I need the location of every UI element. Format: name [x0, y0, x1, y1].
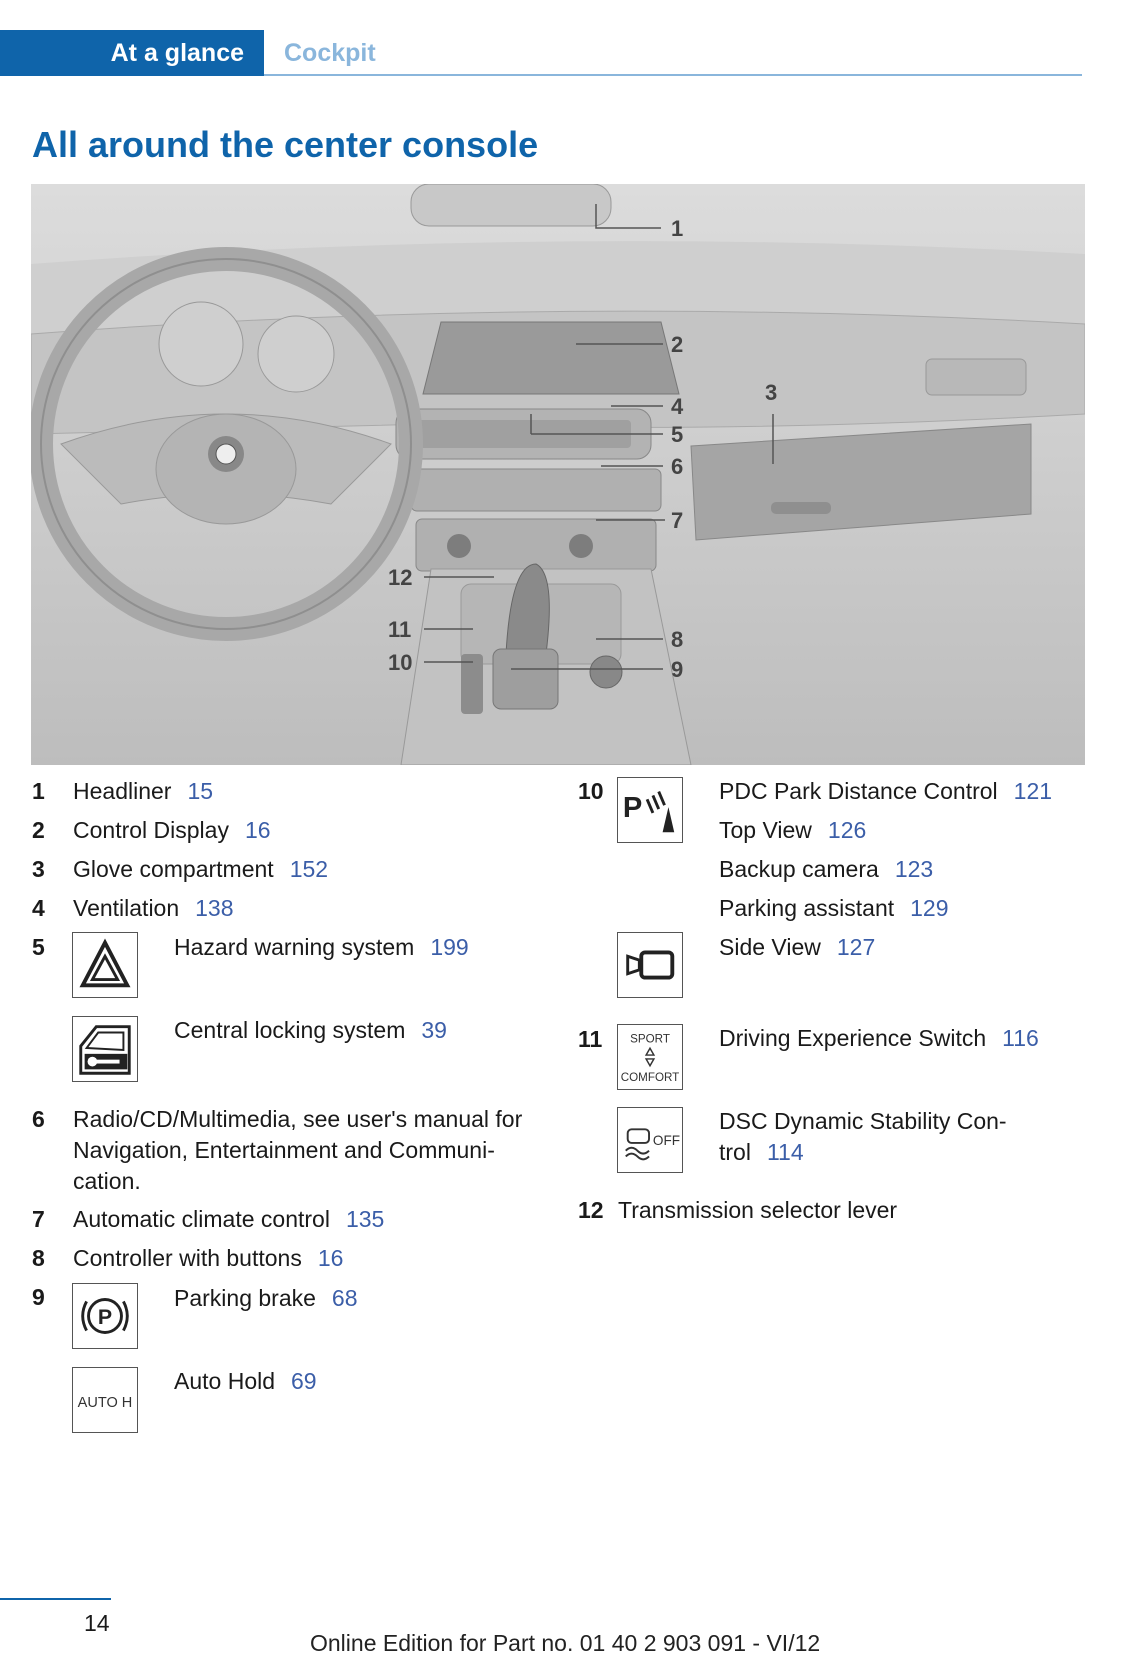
page-link[interactable]: 116: [1002, 1025, 1039, 1051]
page-number: 14: [84, 1610, 110, 1636]
item-headliner: Headliner 15: [73, 778, 214, 804]
page-link[interactable]: 16: [244, 817, 271, 843]
auto-hold-icon-text: AUTO H: [77, 1394, 133, 1411]
callout-label: 8: [671, 627, 684, 652]
item-ventilation: Ventilation 138: [73, 895, 234, 921]
callout-label: 6: [671, 454, 684, 479]
item-transmission-lever: Transmission selector lever: [618, 1197, 898, 1223]
auto-hold-icon: [72, 1367, 138, 1433]
item-number: 9: [32, 1284, 45, 1310]
page-link[interactable]: 114: [766, 1139, 804, 1165]
page-link[interactable]: 39: [421, 1017, 447, 1043]
callout-label: 7: [671, 508, 684, 533]
callout-label: 5: [671, 422, 684, 447]
callout-label: 9: [671, 657, 684, 682]
section-tab: [0, 30, 264, 76]
callout-label: 10: [388, 650, 413, 675]
page-link[interactable]: 127: [836, 934, 876, 960]
page-title: All around the center console: [32, 124, 539, 165]
footer-rule: [0, 1598, 111, 1600]
item-pdc: PDC Park Distance Control 121: [719, 778, 1053, 804]
page-link[interactable]: 123: [894, 856, 934, 882]
page-link[interactable]: 152: [289, 856, 329, 882]
page-link[interactable]: 135: [345, 1206, 385, 1232]
dsc-off-icon: [617, 1107, 683, 1173]
header-rule: [264, 74, 1082, 76]
item-hazard-warning: Hazard warning system 199: [174, 934, 469, 960]
item-controller: Controller with buttons 16: [73, 1245, 344, 1271]
item-auto-hold: Auto Hold 69: [174, 1368, 317, 1394]
item-parking-brake: Parking brake 68: [174, 1285, 358, 1311]
item-number: 12: [578, 1197, 604, 1223]
item-radio-multimedia: Radio/CD/Multimedia, see user's manual for Navigation, Entertainment and Communi- cation.: [73, 1106, 523, 1194]
dsc-off-label: OFF: [652, 1132, 681, 1148]
center-console-illustration: [31, 184, 1085, 765]
item-backup-camera: Backup camera 123: [719, 856, 934, 882]
subsection-label: Cockpit: [284, 39, 376, 67]
side-view-camera-icon: [617, 932, 683, 998]
callout-label: 4: [671, 394, 684, 419]
item-number: 5: [32, 934, 45, 960]
hazard-triangle-icon: [72, 932, 138, 998]
page-link[interactable]: 126: [827, 817, 867, 843]
sport-label: SPORT: [630, 1032, 670, 1046]
item-number: 10: [578, 778, 604, 804]
parking-brake-icon: [72, 1283, 138, 1349]
edition-note: Online Edition for Part no. 01 40 2 903 091 - VI/12: [310, 1630, 821, 1656]
item-number: 11: [578, 1026, 603, 1052]
page-link[interactable]: 69: [291, 1368, 317, 1394]
comfort-label: COMFORT: [620, 1071, 680, 1085]
item-climate-control: Automatic climate control 135: [73, 1206, 385, 1232]
callout-label: 12: [388, 565, 413, 590]
svg-text:P: P: [622, 791, 643, 824]
item-parking-assistant: Parking assistant 129: [719, 895, 949, 921]
item-number: 7: [32, 1206, 45, 1232]
sport-comfort-icon: [617, 1024, 683, 1090]
door-key-icon: [72, 1016, 138, 1082]
callout-label: 2: [671, 332, 684, 357]
item-side-view: Side View 127: [719, 934, 876, 960]
callout-label: 11: [388, 617, 412, 642]
page-link[interactable]: 138: [195, 895, 234, 921]
item-central-locking: Central locking system 39: [174, 1017, 447, 1043]
page-link[interactable]: 121: [1013, 778, 1053, 804]
callout-label: 3: [765, 380, 778, 405]
section-label: At a glance: [110, 39, 244, 67]
item-number: 4: [32, 895, 45, 921]
item-driving-experience: Driving Experience Switch 116: [719, 1025, 1039, 1051]
item-control-display: Control Display 16: [73, 817, 271, 843]
item-number: 2: [32, 817, 45, 843]
item-dsc: DSC Dynamic Stability Con- trol 114: [719, 1108, 1007, 1165]
page-link[interactable]: 199: [430, 934, 469, 960]
page-link[interactable]: 129: [910, 895, 949, 921]
page-link[interactable]: 16: [317, 1245, 344, 1271]
item-number: 3: [32, 856, 45, 882]
item-top-view: Top View 126: [719, 817, 867, 843]
pdc-icon: [617, 777, 683, 843]
item-number: 1: [32, 778, 45, 804]
item-number: 6: [32, 1106, 45, 1132]
svg-text:P: P: [97, 1304, 113, 1329]
callout-label: 1: [671, 216, 684, 241]
page-link[interactable]: 15: [187, 778, 214, 804]
item-glove-compartment: Glove compartment 152: [73, 856, 329, 882]
item-number: 8: [32, 1245, 45, 1271]
page-link[interactable]: 68: [331, 1285, 358, 1311]
